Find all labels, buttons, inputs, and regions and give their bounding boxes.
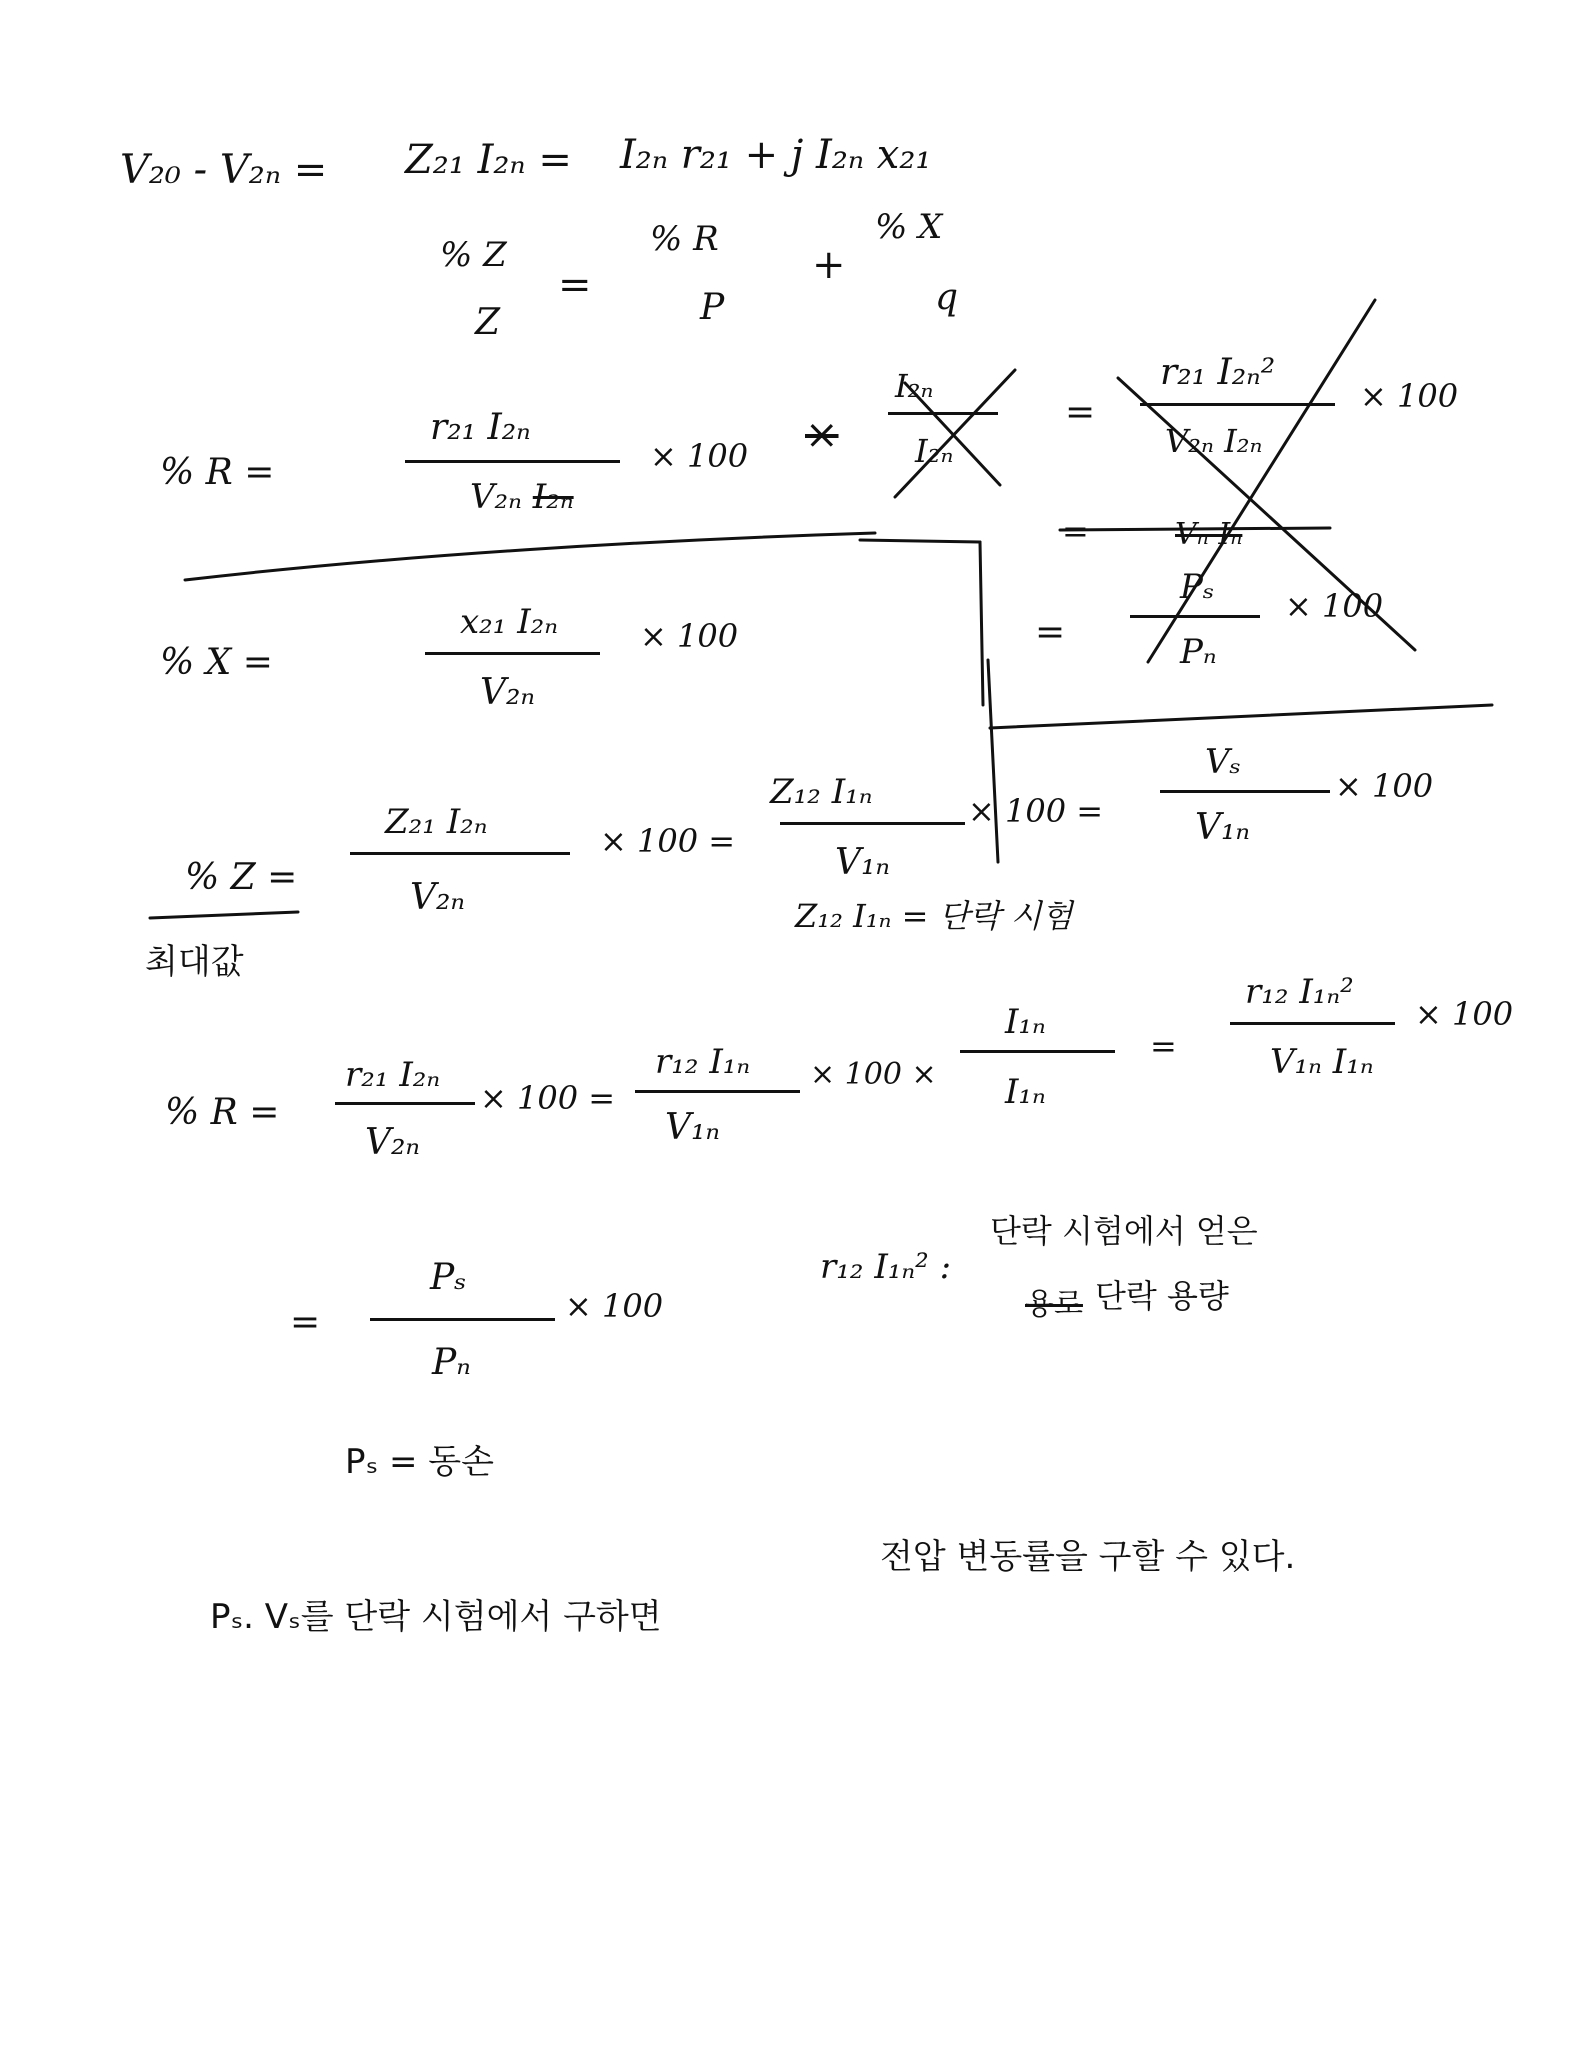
eq-r2-bar2	[635, 1090, 800, 1093]
eq-r1-rhs-num: r₂₁ I₂ₙ²	[1160, 352, 1276, 393]
eq-z-label: % Z =	[185, 857, 298, 898]
eq-r2-num: r₂₁ I₂ₙ	[345, 1055, 441, 1095]
eq-x-equals: =	[1035, 612, 1066, 653]
eq-z-num: Z₂₁ I₂ₙ	[385, 802, 488, 842]
eq-r1-bar	[405, 460, 620, 463]
eq-p-bar	[370, 1318, 555, 1321]
eq-r1-ratio-den: I₂ₙ	[915, 432, 954, 470]
eq-p-ps-def: Pₛ = 동손	[345, 1442, 494, 1482]
eq-r2-bar	[335, 1102, 475, 1105]
eq-r1-num: r₂₁ I₂ₙ	[430, 407, 531, 448]
eq-z-num3: Vₛ	[1205, 742, 1242, 782]
eq-r2-num3: I₁ₙ	[1005, 1002, 1046, 1042]
eq-r1-struck-den: Vₙ Iₙ	[1175, 517, 1243, 552]
eq-r1-ratio-bar	[888, 412, 998, 415]
eq2-f3-num: % X	[875, 207, 943, 247]
eq-r1-struck-times: ×	[805, 412, 839, 458]
eq-z-den2: V₁ₙ	[835, 842, 891, 883]
eq-p-times100: × 100	[565, 1287, 664, 1325]
eq-r1-den-struck: I₂ₙ	[532, 477, 574, 517]
eq-r1-den	[470, 477, 574, 517]
eq2-f1-num: % Z	[440, 235, 507, 275]
eq-p-den: Pₙ	[432, 1342, 471, 1383]
eq-z-aside	[795, 897, 1073, 935]
eq-r2-den3: I₁ₙ	[1005, 1072, 1046, 1112]
eq1-lhs: V₂₀ - V₂ₙ =	[120, 147, 328, 193]
eq-x-label: % X =	[160, 642, 273, 683]
eq-r2-den4: V₁ₙ I₁ₙ	[1270, 1042, 1374, 1082]
eq-z-den: V₂ₙ	[410, 877, 466, 918]
eq-r2-times100-eq: × 100 =	[480, 1079, 616, 1117]
eq2-f3-den: q	[935, 277, 959, 318]
eq2-f2-num: % R	[650, 219, 719, 259]
eq-r1-equals2: =	[1062, 512, 1089, 550]
eq-r1-rhs-den: V₂ₙ I₂ₙ	[1165, 422, 1263, 460]
eq-r2-den: V₂ₙ	[365, 1122, 421, 1163]
eq-z-times100-eq2: × 100 =	[968, 792, 1104, 830]
eq-r2-den2: V₁ₙ	[665, 1107, 721, 1148]
eq-z-times100-3: × 100	[1335, 767, 1434, 805]
eq2-plus: +	[812, 242, 846, 288]
eq-p-num: Pₛ	[430, 1257, 467, 1298]
eq-r2-label: % R =	[165, 1092, 280, 1133]
eq-r1-ratio-num: I₂ₙ	[895, 367, 934, 405]
eq1-rhs: I₂ₙ r₂₁ + j I₂ₙ x₂₁	[620, 132, 932, 178]
eq-r1-ps-den: Pₙ	[1180, 632, 1217, 672]
eq-r2-bar4	[1230, 1022, 1395, 1025]
eq-p-note-struck: 용로	[1025, 1287, 1083, 1322]
footer-line-b: 전압 변동률을 구할 수 있다.	[880, 1537, 1296, 1577]
footer-line-a: Pₛ. Vₛ를 단락 시험에서 구하면	[210, 1597, 662, 1637]
eq-z-aside-text: Z₁₂ I₁ₙ = 단락 시험	[795, 897, 1073, 935]
eq-r2-times100-x: × 100 ×	[810, 1057, 937, 1092]
eq-z-bar2	[780, 822, 965, 825]
eq-p-note-line1: 단락 시험에서 얻은	[990, 1212, 1258, 1250]
eq-r2-num4: r₁₂ I₁ₙ²	[1245, 972, 1354, 1012]
eq2-f1-den: Z	[475, 302, 501, 343]
eq-x-bar	[425, 652, 600, 655]
eq-r2-equals: =	[1150, 1027, 1177, 1065]
eq-z-bar	[350, 852, 570, 855]
eq-r1-equals: =	[1065, 392, 1096, 433]
eq-x-num: x₂₁ I₂ₙ	[460, 602, 559, 642]
eq-r1-times100: × 100	[650, 437, 749, 475]
eq-p-equals: =	[290, 1302, 321, 1343]
eq-z-den3: V₁ₙ	[1195, 807, 1251, 848]
eq1-mid: Z₂₁ I₂ₙ =	[405, 137, 572, 183]
eq-z-bar3	[1160, 790, 1330, 793]
eq-r1-den-main: V₂ₙ	[470, 477, 522, 517]
eq-r1-label: % R =	[160, 452, 275, 493]
eq-r1-ps-bar	[1130, 615, 1260, 618]
eq-r1-ps-num: Pₛ	[1180, 567, 1215, 607]
eq-x-times100: × 100	[640, 617, 739, 655]
eq2-equals: =	[558, 262, 592, 308]
eq-r1-ps-times: × 100	[1285, 587, 1384, 625]
eq-r2-num2: r₁₂ I₁ₙ	[655, 1042, 751, 1082]
eq-z-note: 최대값	[145, 942, 244, 982]
eq-r2-times100-4: × 100	[1415, 995, 1514, 1033]
eq-z-times100-eq: × 100 =	[600, 822, 736, 860]
eq-r1-rhs-bar	[1140, 403, 1335, 406]
eq2-f2-den: P	[700, 287, 725, 328]
eq-r1-rhs-times: × 100	[1360, 377, 1459, 415]
eq-z-num2: Z₁₂ I₁ₙ	[770, 772, 873, 812]
eq-r2-bar3	[960, 1050, 1115, 1053]
eq-p-note-line2: 단락 용량	[1095, 1277, 1229, 1315]
eq-x-den: V₂ₙ	[480, 672, 536, 713]
eq-p-note-lhs: r₁₂ I₁ₙ² :	[820, 1247, 952, 1287]
